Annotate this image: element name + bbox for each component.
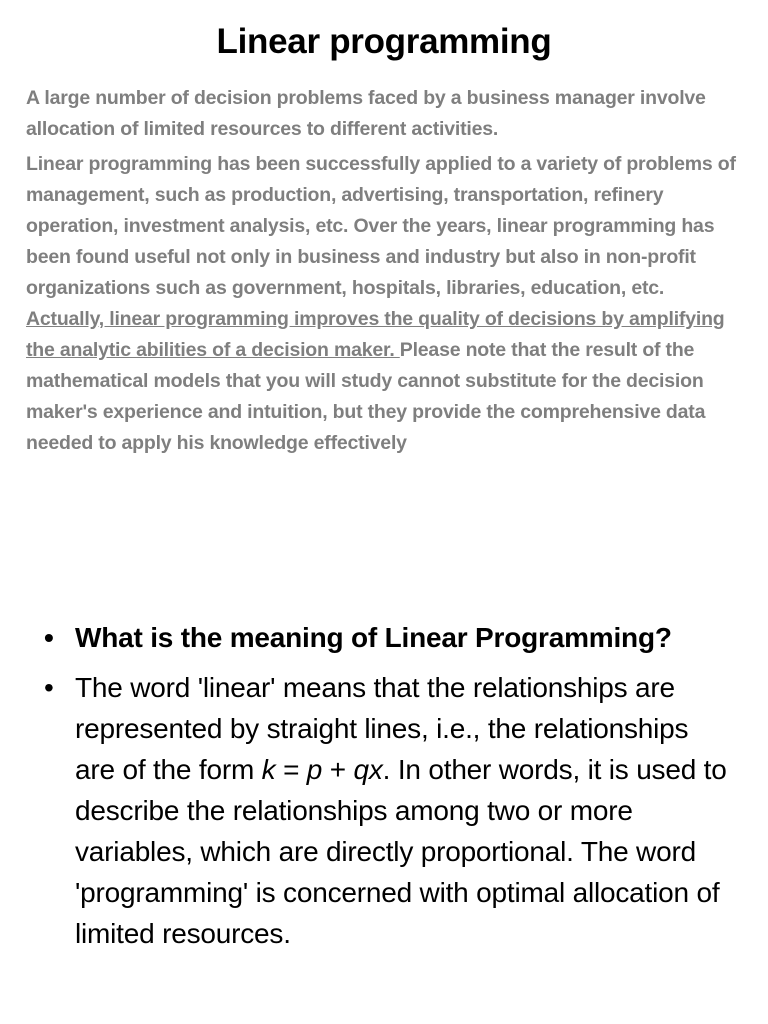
formula-p: p [306, 754, 323, 785]
bullet-dot-icon: • [44, 622, 54, 653]
bullet-item-question [44, 617, 734, 658]
intro-paragraph-2 [26, 149, 746, 459]
formula-k: k [261, 754, 276, 785]
formula-equals: = [275, 754, 307, 785]
bullet-item-answer [44, 667, 734, 954]
bullet-list [44, 617, 734, 954]
formula-plus: + [322, 754, 354, 785]
intro-paragraph-1: A large number of decision problems faced by a business manager involve allocation of limited resources to different activities. [26, 87, 706, 140]
intro-underlined-text: Actually, linear programming improves the quality of decisions by amplifying the analytic abilities of a decision maker. [26, 308, 725, 361]
intro-text-after: Please note that the result of the mathematical models that you will study cannot substitute for the decision maker's experience and intuition, but they provide the comprehensive data needed to apply his knowledge effectively [26, 339, 706, 454]
slide-title: Linear programming [216, 22, 552, 61]
answer-text-after: . In other words, it is used to describe the relationships among two or more variables, which are directly proportional. The word 'programming' is concerned with optimal allocation of limited resources. [75, 754, 727, 949]
bullet-dot-icon: • [44, 672, 54, 703]
formula-qx: qx [353, 754, 383, 785]
bullet-question-text: What is the meaning of Linear Programming? [75, 622, 672, 653]
intro-text-before: Linear programming has been successfully applied to a variety of problems of management, such as production, advertising, transportation, refinery operation, investment analysis, etc. Over the years, linear programming has been found useful not only in business and industry but also in non-profit organizations such as government, hospitals, libraries, education, etc. [26, 153, 736, 299]
answer-text-before: The word 'linear' means that the relationships are represented by straight lines, i.e., the relationships are of the form [75, 672, 689, 785]
